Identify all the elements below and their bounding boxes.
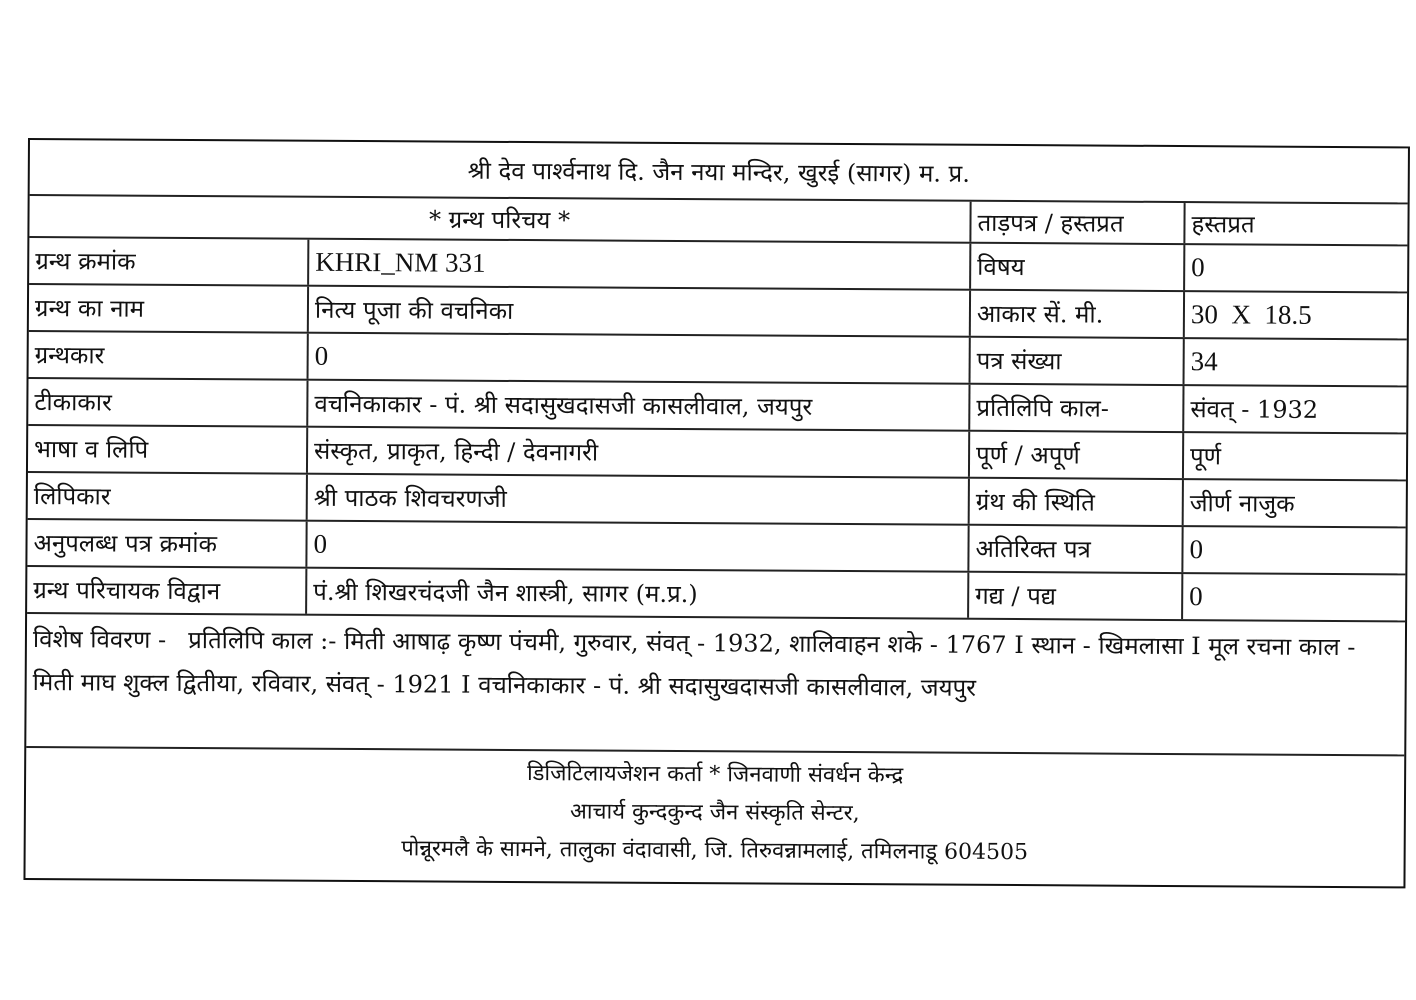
manuscript-type-label: ताड़पत्र / हस्तप्रत — [971, 202, 1185, 243]
catalog-card — [23, 138, 1410, 888]
field-label: अतिरिक्त पत्र — [969, 526, 1183, 572]
field-value: वचनिकाकार - पं. श्री सदासुखदासजी कासलीवाल, जयपुर — [308, 381, 970, 430]
field-label: टीकाकार — [28, 379, 308, 426]
field-value: पूर्ण — [1189, 442, 1222, 471]
field-label: ग्रन्थ क्रमांक — [29, 238, 309, 285]
section-title: * ग्रन्थ परिचय * — [29, 196, 971, 242]
field-value: 30 X 18.5 — [1190, 299, 1312, 330]
field-label: ग्रन्थकार — [29, 332, 309, 379]
field-value: श्री पाठक शिवचरणजी — [308, 475, 970, 524]
manuscript-type-value: हस्तप्रत — [1191, 209, 1255, 238]
table-row — [28, 473, 1406, 528]
field-value: 0 — [1189, 534, 1204, 565]
footer — [26, 748, 1405, 874]
field-value: 0 — [1191, 252, 1205, 283]
field-label: आकार सें. मी. — [971, 291, 1185, 337]
field-value: नित्य पूजा की वचनिका — [309, 287, 971, 336]
table-row — [27, 520, 1405, 575]
field-label: ग्रन्थ परिचायक विद्वान — [27, 567, 307, 614]
table-row — [28, 379, 1406, 434]
field-value: 0 — [307, 522, 969, 571]
field-value: संस्कृत, प्राकृत, हिन्दी / देवनागरी — [308, 428, 970, 477]
field-label: विषय — [971, 244, 1185, 290]
temple-title: श्री देव पार्श्वनाथ दि. जैन नया मन्दिर, खुरई (सागर) म. प्र. — [467, 156, 970, 188]
field-label: अनुपलब्ध पत्र क्रमांक — [27, 520, 307, 567]
field-value: जीर्ण नाजुक — [1189, 489, 1295, 518]
field-value: 34 — [1190, 346, 1218, 377]
field-label: पूर्ण / अपूर्ण — [970, 432, 1184, 478]
field-value: पं.श्री शिखरचंदजी जैन शास्त्री, सागर (म.प्र.) — [307, 569, 969, 618]
footer-line-address: पोन्नूरमलै के सामने, तालुका वंदावासी, जि. तिरुवन्नामलाई, तमिलनाडू 604505 — [401, 836, 1029, 866]
title-row — [30, 140, 1408, 204]
field-value: KHRI_NM 331 — [309, 240, 971, 289]
details-text: प्रतिलिपि काल :- मिती आषाढ़ कृष्ण पंचमी, गुरुवार, संवत् - 1932, शालिवाहन शके - 1767 I स्थान - खिमलासा I मूल रचना काल - मिती माघ शुक्ल द्वितीया, रविवार, संवत् - 1921 I वचनिकाकार - पं. श्री सदासुखदासजी कासलीवाल, जयपुर — [32, 625, 1356, 702]
table-row — [27, 567, 1405, 622]
footer-line-center: आचार्य कुन्दकुन्द जैन संस्कृति सेन्टर, — [570, 799, 860, 827]
field-label: पत्र संख्या — [971, 338, 1185, 384]
field-value: संवत् - 1932 — [1190, 395, 1319, 424]
field-value: 0 — [309, 334, 971, 383]
table-row — [29, 332, 1407, 387]
table-row — [29, 238, 1407, 293]
field-label: भाषा व लिपि — [28, 426, 308, 473]
field-label: ग्रन्थ का नाम — [29, 285, 309, 332]
table-row — [28, 426, 1406, 481]
field-value: 0 — [1189, 581, 1203, 612]
table-row — [29, 285, 1407, 340]
footer-line-digitizer: डिजिटिलायजेशन कर्ता * जिनवाणी संवर्धन केन्द्र — [526, 761, 904, 789]
details-label: विशेष विवरण - — [32, 625, 167, 654]
field-label: गद्य / पद्य — [969, 573, 1183, 619]
field-label: लिपिकार — [28, 473, 308, 520]
field-label: ग्रंथ की स्थिति — [970, 479, 1184, 525]
special-details — [26, 614, 1405, 756]
field-label: प्रतिलिपि काल- — [970, 385, 1184, 431]
